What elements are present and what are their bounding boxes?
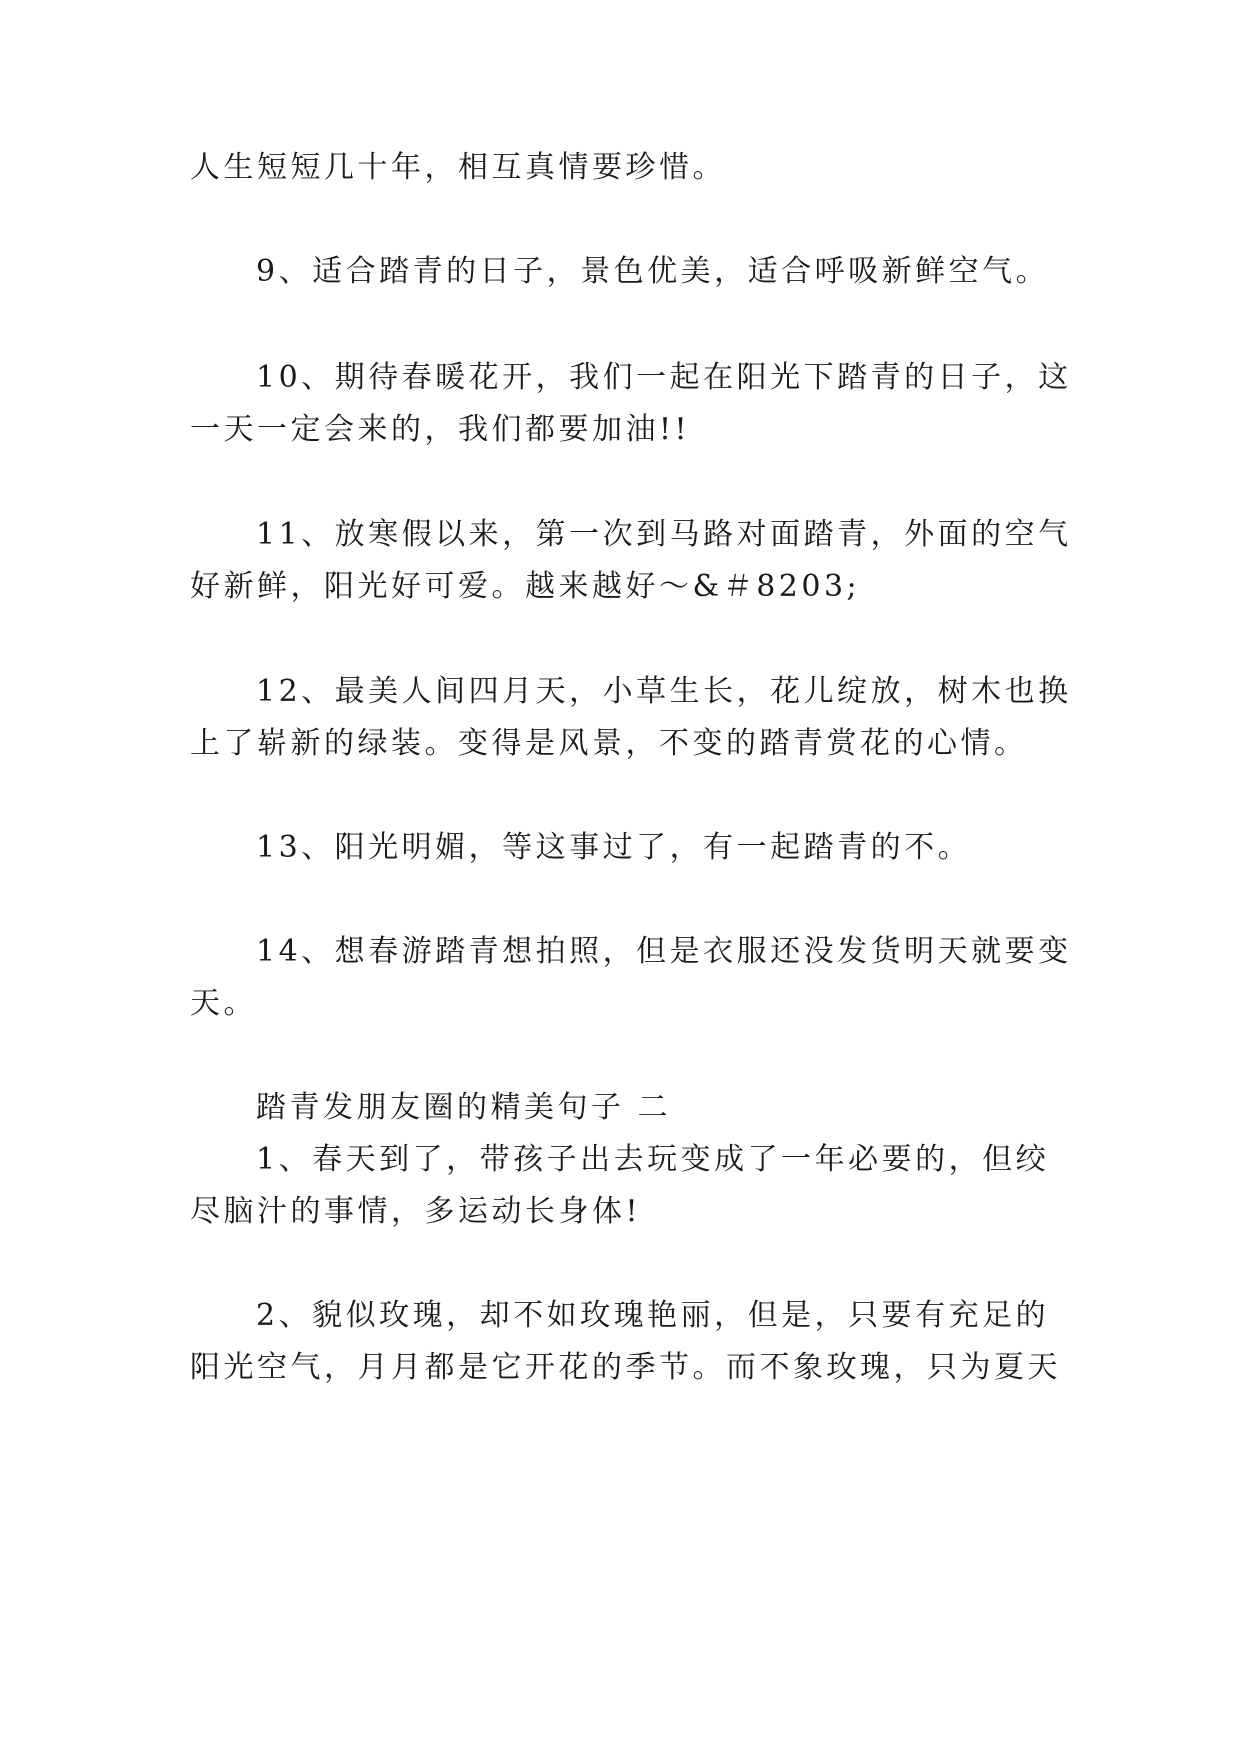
paragraph-line: 9、适合踏青的日子，景色优美，适合呼吸新鲜空气。 bbox=[256, 254, 1050, 289]
paragraph-line: 阳光空气，月月都是它开花的季节。而不象玫瑰，只为夏天 bbox=[190, 1350, 1061, 1385]
paragraph-line: 12、最美人间四月天，小草生长，花儿绽放，树木也换 bbox=[256, 674, 1072, 709]
paragraph-line: 14、想春游踏青想拍照，但是衣服还没发货明天就要变 bbox=[256, 934, 1072, 969]
paragraph-line: 13、阳光明媚，等这事过了，有一起踏青的不。 bbox=[256, 830, 972, 865]
paragraph-line: 一天一定会来的，我们都要加油!! bbox=[190, 412, 691, 447]
section-heading: 踏青发朋友圈的精美句子 二 bbox=[256, 1090, 672, 1125]
paragraph-line: 人生短短几十年，相互真情要珍惜。 bbox=[190, 150, 726, 185]
paragraph-line: 10、期待春暖花开，我们一起在阳光下踏青的日子，这 bbox=[256, 360, 1072, 395]
paragraph-line: 天。 bbox=[190, 986, 257, 1021]
paragraph-line: 1、春天到了，带孩子出去玩变成了一年必要的，但绞 bbox=[256, 1142, 1050, 1177]
paragraph-line: 2、貌似玫瑰，却不如玫瑰艳丽，但是，只要有充足的 bbox=[256, 1298, 1050, 1333]
paragraph-line: 好新鲜，阳光好可爱。越来越好～&＃8203; bbox=[190, 569, 861, 604]
paragraph-line: 11、放寒假以来，第一次到马路对面踏青，外面的空气 bbox=[256, 517, 1072, 552]
paragraph-line: 尽脑汁的事情，多运动长身体! bbox=[190, 1194, 642, 1229]
paragraph-line: 上了崭新的绿装。变得是风景，不变的踏青赏花的心情。 bbox=[190, 726, 1028, 761]
